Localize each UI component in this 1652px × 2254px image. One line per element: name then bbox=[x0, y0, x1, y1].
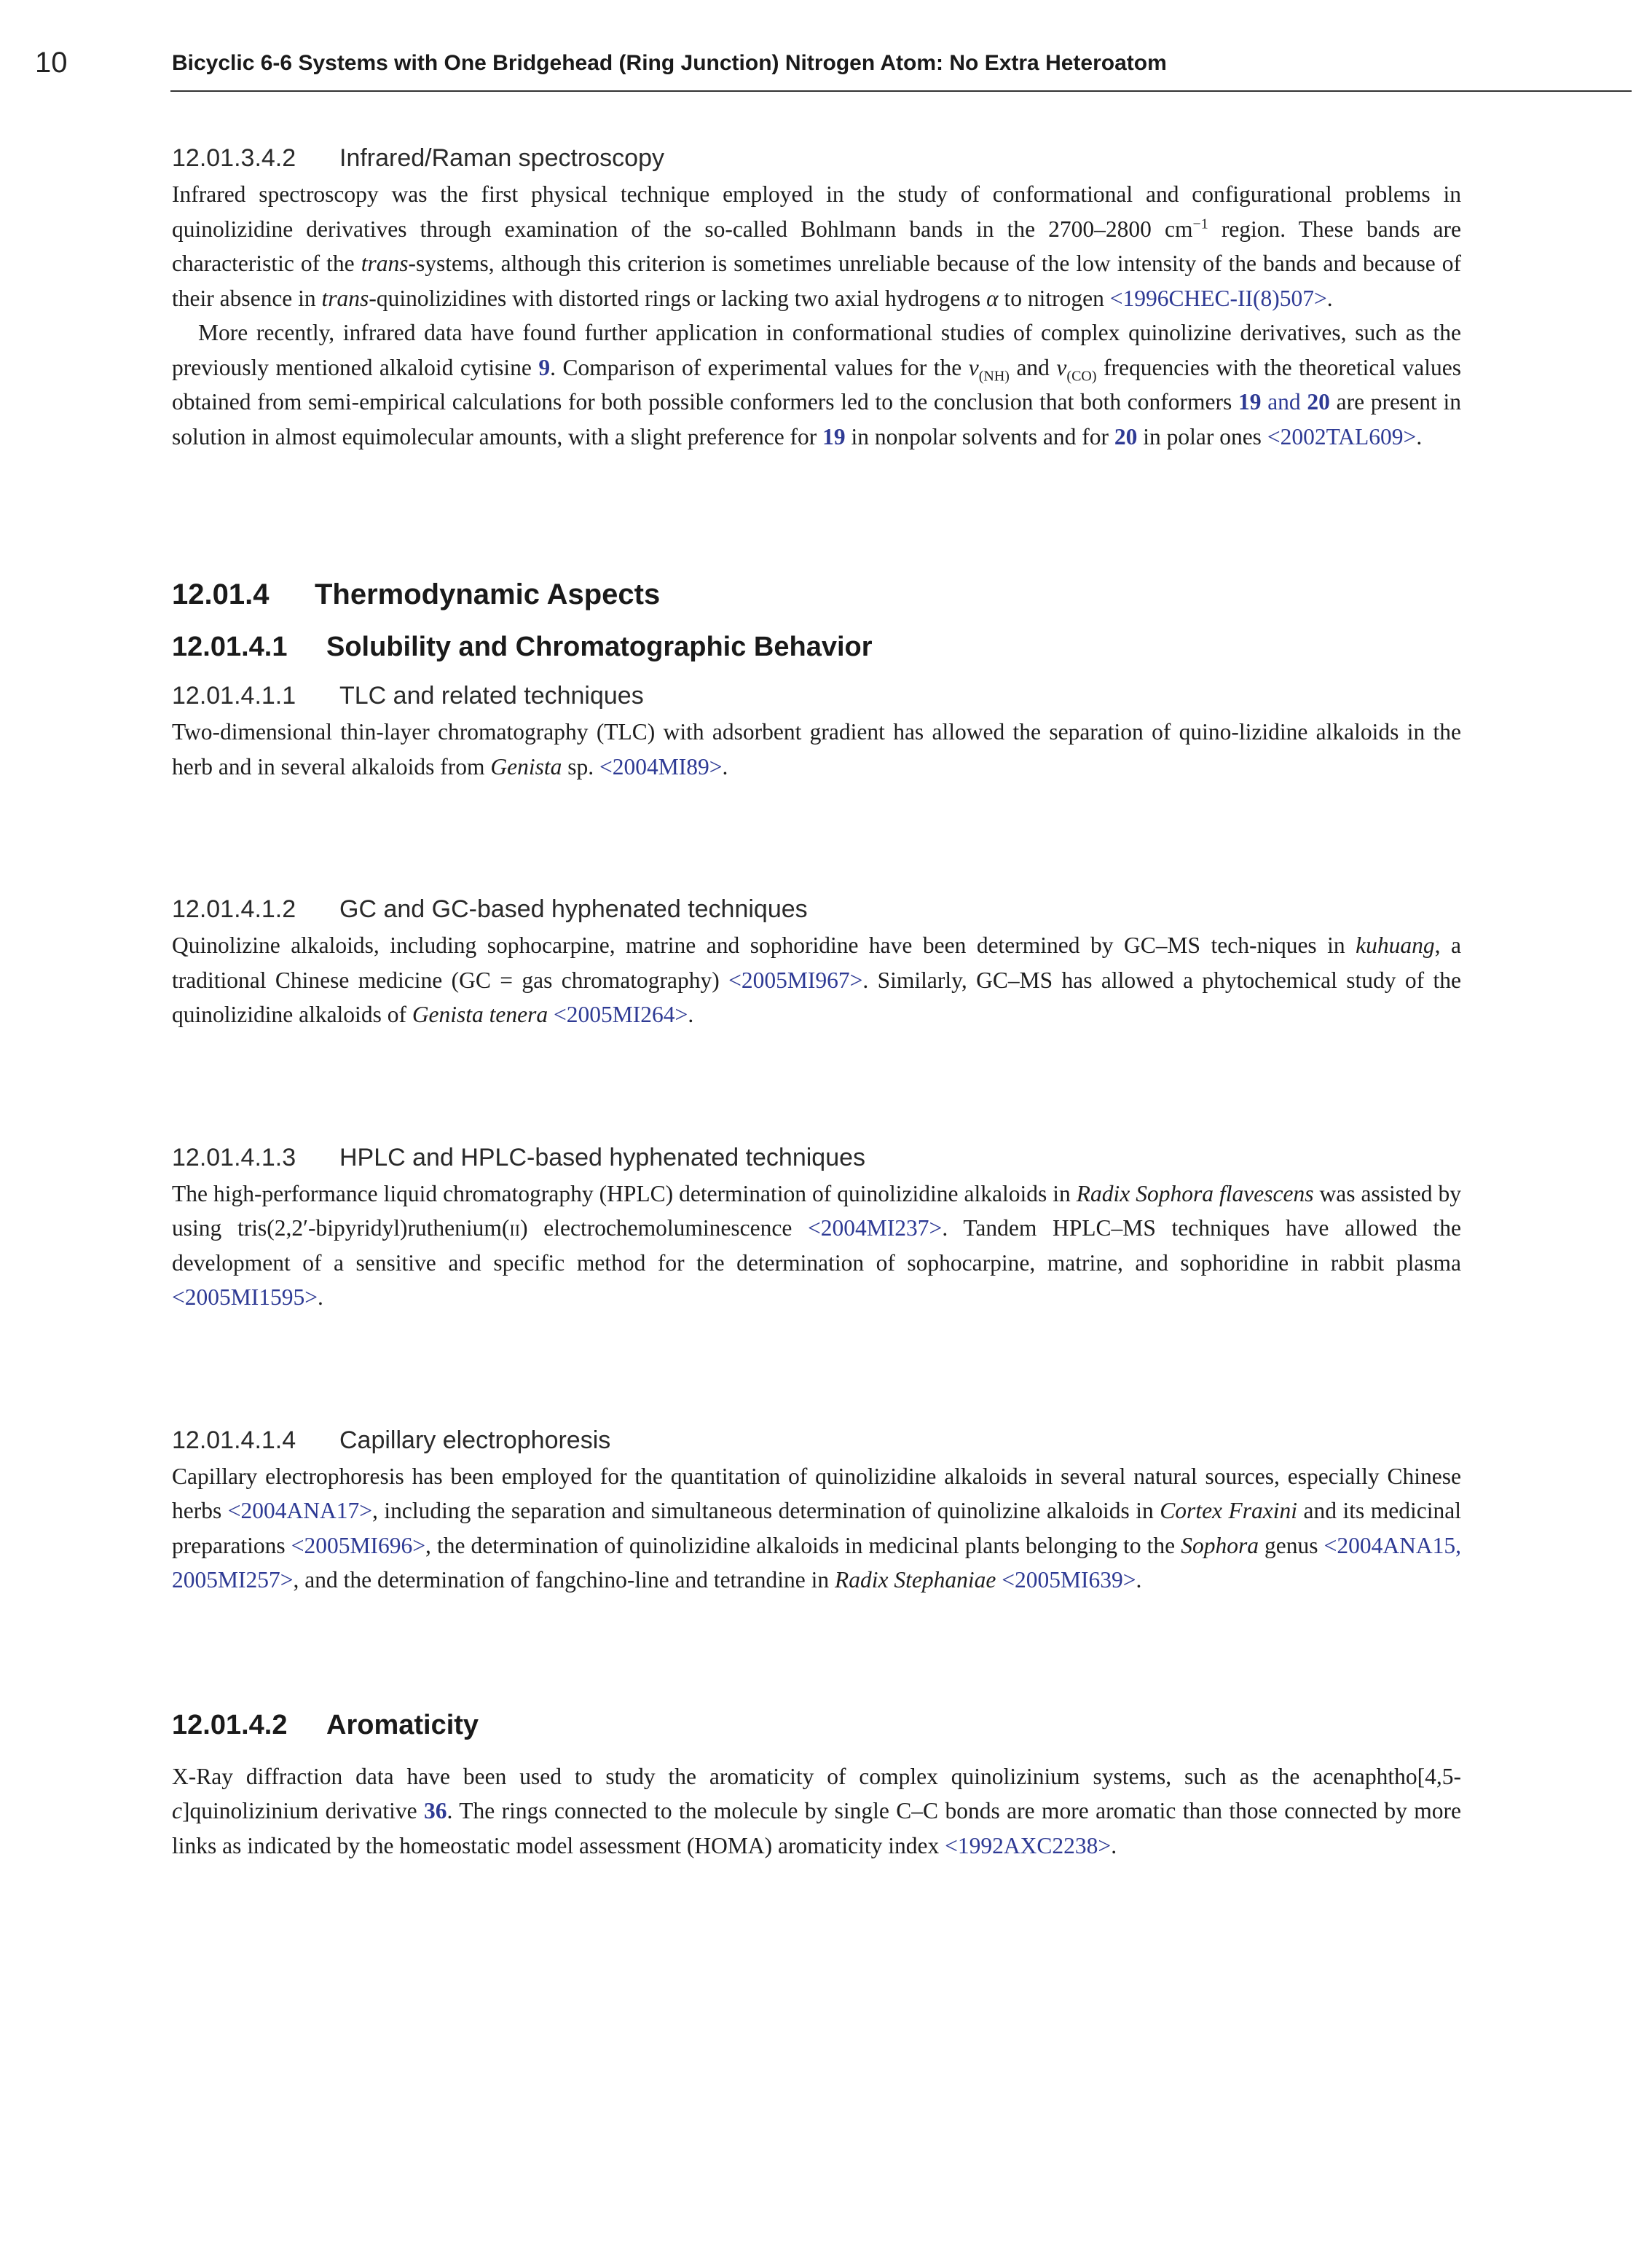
text-run: More recently, infrared data have found further application in conformational studies of complex quinolizine derivatives, such as the previously mentioned alkaloid cytisine bbox=[172, 320, 1461, 380]
text-run: in polar ones bbox=[1137, 423, 1267, 449]
text-run bbox=[548, 1002, 554, 1027]
text-run: . The rings connected to the molecule by single C–C bonds are more aromatic than those connected by more links as indicated by the homeostatic model assessment (HOMA) aromaticity index bbox=[172, 1798, 1462, 1858]
text-run: The high-performance liquid chromatography (HPLC) determination of quinolizidine alkaloids in bbox=[172, 1180, 1077, 1206]
text-run: genus bbox=[1258, 1532, 1324, 1558]
section-heading-ir bbox=[172, 142, 1461, 174]
section-number: 12.01.4.2 bbox=[172, 1709, 288, 1740]
italic-term: Sophora bbox=[1181, 1532, 1259, 1558]
section-heading-capillary bbox=[172, 1424, 1461, 1456]
text-run: Infrared spectroscopy was the first physical technique employed in the study of conformational and configurational problems in quinolizidine derivatives through examination of the so-called Bohlmann bands in the 2700–2800 cm bbox=[172, 181, 1461, 242]
italic-term: Genista tenera bbox=[412, 1002, 548, 1027]
text-run: . Tandem HPLC–MS techniques have allowed the development of a sensitive and specific method for the determination of sophocarpine, matrine, and sophoridine in rabbit plasma bbox=[172, 1215, 1461, 1276]
text-run: . bbox=[688, 1002, 694, 1027]
page-content bbox=[172, 142, 1461, 1863]
header-rule bbox=[170, 90, 1632, 92]
greek-symbol: α bbox=[986, 285, 999, 311]
text-run: -systems, although this criterion is sometimes unreliable because of the low intensity of the bands and because of their absence in bbox=[172, 251, 1461, 311]
text-run: Two-dimensional thin-layer chromatography (TLC) with adsorbent gradient has allowed the separation of quino-lizidine alkaloids in the herb and in several alkaloids from bbox=[172, 719, 1461, 780]
text-run: . bbox=[1136, 1567, 1142, 1593]
text-run: , the determination of quinolizidine alkaloids in medicinal plants belonging to the bbox=[425, 1532, 1181, 1558]
section-title: Capillary electrophoresis bbox=[339, 1426, 611, 1454]
section-title: Solubility and Chromatographic Behavior bbox=[326, 632, 873, 662]
section-heading-thermodynamic bbox=[172, 576, 1461, 613]
section-number: 12.01.4.1.1 bbox=[172, 682, 296, 710]
text-run: . bbox=[1111, 1832, 1117, 1858]
section-heading-tlc bbox=[172, 680, 1461, 712]
citation-link[interactable]: <2005MI639> bbox=[1002, 1567, 1136, 1593]
citation-link[interactable]: <2004MI237> bbox=[808, 1215, 943, 1241]
section-number: 12.01.3.4.2 bbox=[172, 144, 296, 172]
text-run: to nitrogen bbox=[998, 285, 1110, 311]
compound-link[interactable]: 20 bbox=[1307, 389, 1330, 415]
section-title: Aromaticity bbox=[326, 1709, 479, 1740]
paragraph-ir-1 bbox=[172, 177, 1461, 315]
text-run: . bbox=[1416, 423, 1423, 449]
text-run: frequencies with the theoretical values obtained from semi-empirical calculations for both possible conformers led to the conclusion that both conformers bbox=[172, 354, 1462, 415]
text-run: , including the separation and simultaneous determination of quinolizine alkaloids in bbox=[372, 1498, 1160, 1523]
small-caps-numeral: ii bbox=[509, 1215, 521, 1241]
section-number: 12.01.4.1.4 bbox=[172, 1426, 296, 1454]
compound-link[interactable]: 20 bbox=[1114, 423, 1138, 449]
section-number: 12.01.4.1.2 bbox=[172, 895, 296, 923]
citation-link[interactable]: <2004MI89> bbox=[599, 753, 723, 780]
subscript: (CO) bbox=[1066, 367, 1097, 384]
citation-link[interactable]: <2005MI967> bbox=[728, 967, 863, 993]
text-run: X-Ray diffraction data have been used to study the aromaticity of complex quinolizinium systems, such as the acenaphtho[4,5- bbox=[172, 1763, 1461, 1789]
text-run: region. These bands are characteristic of the bbox=[172, 216, 1461, 276]
text-run: , a traditional Chinese medicine (GC = gas chromatography) bbox=[172, 932, 1461, 993]
text-run: . bbox=[1326, 285, 1333, 311]
subscript: (NH) bbox=[978, 367, 1010, 384]
running-head bbox=[0, 45, 1632, 89]
paragraph-hplc bbox=[172, 1177, 1461, 1315]
citation-link[interactable]: <1996CHEC-II(8)507> bbox=[1109, 285, 1327, 311]
compound-link[interactable]: 36 bbox=[423, 1798, 447, 1823]
text-run: are present in solution in almost equimolecular amounts, with a slight preference for bbox=[172, 389, 1461, 449]
compound-link[interactable]: 9 bbox=[538, 354, 551, 380]
section-title: HPLC and HPLC-based hyphenated techniques bbox=[339, 1143, 866, 1171]
citation-link[interactable]: <2005MI264> bbox=[554, 1002, 688, 1027]
paragraph-capillary bbox=[172, 1459, 1461, 1598]
italic-term: c bbox=[172, 1798, 182, 1823]
paragraph-gc bbox=[172, 928, 1461, 1032]
italic-term: Radix Sophora flavescens bbox=[1076, 1180, 1314, 1206]
italic-term: kuhuang bbox=[1356, 932, 1435, 958]
italic-term: trans bbox=[321, 285, 369, 311]
section-number: 12.01.4.1 bbox=[172, 632, 288, 662]
citation-link[interactable]: <2005MI696> bbox=[291, 1532, 426, 1558]
paragraph-ir-2 bbox=[172, 315, 1461, 454]
compound-link[interactable]: 19 bbox=[1238, 389, 1262, 415]
text-run: was assisted by using tris(2,2′-bipyridyl)ruthenium( bbox=[172, 1180, 1461, 1241]
text-run: , and the determination of fangchino-line and tetrandine in bbox=[293, 1567, 835, 1593]
text-run: . bbox=[318, 1284, 323, 1310]
text-run: . Similarly, GC–MS has allowed a phytochemical study of the quinolizidine alkaloids of bbox=[172, 967, 1461, 1027]
running-head-title: Bicyclic 6-6 Systems with One Bridgehead (Ring Junction) Nitrogen Atom: No Extra Heteroatom bbox=[172, 51, 1167, 75]
text-run: in nonpolar solvents and for bbox=[845, 423, 1114, 449]
citation-link[interactable]: <2005MI1595> bbox=[172, 1284, 318, 1310]
paragraph-tlc bbox=[172, 715, 1461, 784]
text-run: and bbox=[1261, 389, 1307, 415]
text-run: and its medicinal preparations bbox=[172, 1498, 1462, 1558]
section-title: Infrared/Raman spectroscopy bbox=[339, 144, 664, 172]
section-heading-hplc bbox=[172, 1142, 1461, 1174]
text-run: . bbox=[722, 753, 728, 780]
superscript: −1 bbox=[1192, 216, 1208, 232]
section-heading-aromaticity bbox=[172, 1707, 1461, 1743]
compound-link[interactable]: 19 bbox=[822, 423, 846, 449]
citation-link[interactable]: <2002TAL609> bbox=[1267, 423, 1417, 449]
section-number: 12.01.4.1.3 bbox=[172, 1143, 296, 1171]
text-run: ]quinolizinium derivative bbox=[181, 1798, 424, 1823]
section-title: GC and GC-based hyphenated techniques bbox=[339, 895, 808, 923]
text-run: . Comparison of experimental values for the bbox=[550, 354, 969, 380]
text-run: and bbox=[1009, 354, 1057, 380]
page-number: 10 bbox=[35, 47, 68, 79]
greek-symbol: ν bbox=[1056, 354, 1067, 380]
text-run: -quinolizidines with distorted rings or lacking two axial hydrogens bbox=[369, 285, 987, 311]
section-number: 12.01.4 bbox=[172, 578, 270, 610]
italic-term: Genista bbox=[490, 753, 562, 780]
italic-term: trans bbox=[361, 251, 409, 276]
italic-term: Cortex Fraxini bbox=[1160, 1498, 1298, 1523]
section-heading-gc bbox=[172, 893, 1461, 925]
citation-link[interactable]: <1992AXC2238> bbox=[945, 1832, 1112, 1858]
text-run: ) electrochemoluminescence bbox=[520, 1215, 809, 1241]
text-run: sp. bbox=[562, 753, 599, 780]
citation-link[interactable]: <2004ANA15, 2005MI257> bbox=[172, 1532, 1461, 1593]
paragraph-aromaticity bbox=[172, 1759, 1461, 1864]
text-run: Capillary electrophoresis has been employed for the quantitation of quinolizidine alkaloids in several natural sources, especially Chinese herbs bbox=[172, 1463, 1461, 1523]
citation-link[interactable]: <2004ANA17> bbox=[227, 1498, 373, 1523]
section-title: Thermodynamic Aspects bbox=[315, 578, 661, 610]
section-heading-solubility bbox=[172, 629, 1461, 665]
section-title: TLC and related techniques bbox=[339, 682, 644, 710]
greek-symbol: ν bbox=[968, 354, 979, 380]
italic-term: Radix Stephaniae bbox=[835, 1567, 996, 1593]
text-run: Quinolizine alkaloids, including sophocarpine, matrine and sophoridine have been determined by GC–MS tech-niques in bbox=[172, 932, 1356, 958]
